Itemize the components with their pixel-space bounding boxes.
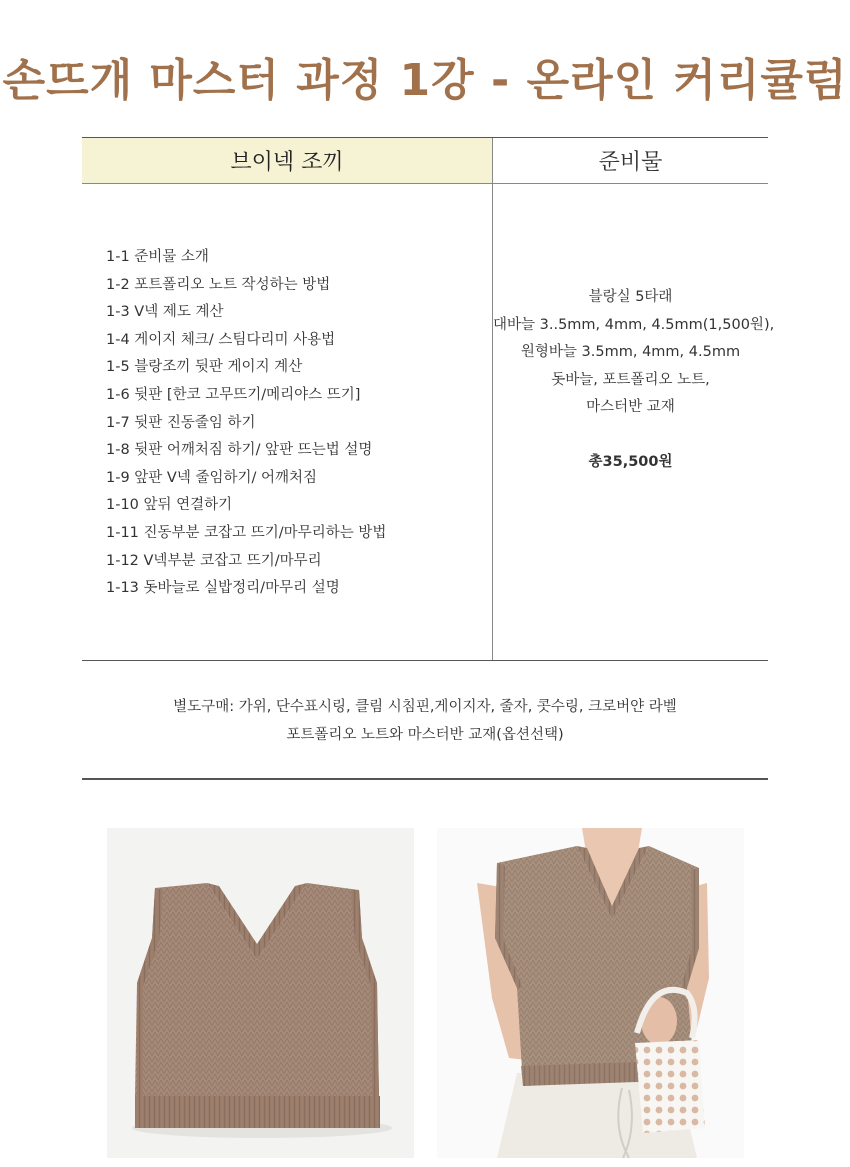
vest-flat-photo (107, 828, 414, 1158)
materials-list (493, 284, 775, 422)
list-item: 1-10 앞뒤 연결하기 (106, 497, 233, 514)
list-item: 1-2 포트폴리오 노트 작성하는 방법 (106, 276, 331, 293)
list-item: 1-3 V넥 제도 계산 (106, 304, 224, 321)
list-item: 1-4 게이지 체크/ 스팀다리미 사용법 (106, 331, 336, 348)
list-item: 1-6 뒷판 [한코 고무뜨기/메리야스 뜨기] (106, 386, 361, 403)
list-item: 1-12 V넥부분 코잡고 뜨기/마무리 (106, 552, 322, 569)
extra-purchase-note (0, 693, 850, 749)
extra-line-1: 별도구매: 가위, 단수표시링, 클림 시침핀,게이지자, 줄자, 콧수링, 크로버얀 라벨 (173, 699, 677, 715)
material-item: 블랑실 5타래 (588, 289, 673, 305)
curriculum-list (106, 244, 386, 603)
material-item: 돗바늘, 포트폴리오 노트, (551, 371, 710, 388)
list-item: 1-7 뒷판 진동줄임 하기 (106, 414, 256, 431)
divider-rule (82, 778, 768, 780)
list-item: 1-1 준비물 소개 (106, 249, 209, 265)
vest-worn-photo (437, 828, 744, 1158)
list-item: 1-8 뒷판 어깨처짐 하기/ 앞판 뜨는법 설명 (106, 442, 373, 459)
header-project: 브이넥 조끼 (82, 138, 492, 184)
list-item: 1-5 블랑조끼 뒷판 게이지 계산 (106, 359, 303, 376)
curriculum-table (82, 137, 775, 661)
list-item: 1-9 앞판 V넥 줄임하기/ 어깨처짐 (106, 469, 317, 486)
page-title: 손뜨개 마스터 과정 1강 - 온라인 커리큘럼 (2, 55, 848, 106)
list-item: 1-13 돗바늘로 실밥정리/마무리 설명 (106, 580, 340, 597)
material-item: 대바늘 3..5mm, 4mm, 4.5mm(1,500원), (493, 316, 775, 333)
header-materials: 준비물 (493, 138, 768, 184)
total-price: 총35,500원 (588, 454, 673, 470)
material-item: 마스터반 교재 (586, 399, 675, 415)
material-item: 원형바늘 3.5mm, 4mm, 4.5mm (520, 344, 741, 360)
extra-line-2: 포트폴리오 노트와 마스터반 교재(옵션선택) (286, 727, 564, 743)
list-item: 1-11 진동부분 코잡고 뜨기/마무리하는 방법 (106, 524, 387, 541)
